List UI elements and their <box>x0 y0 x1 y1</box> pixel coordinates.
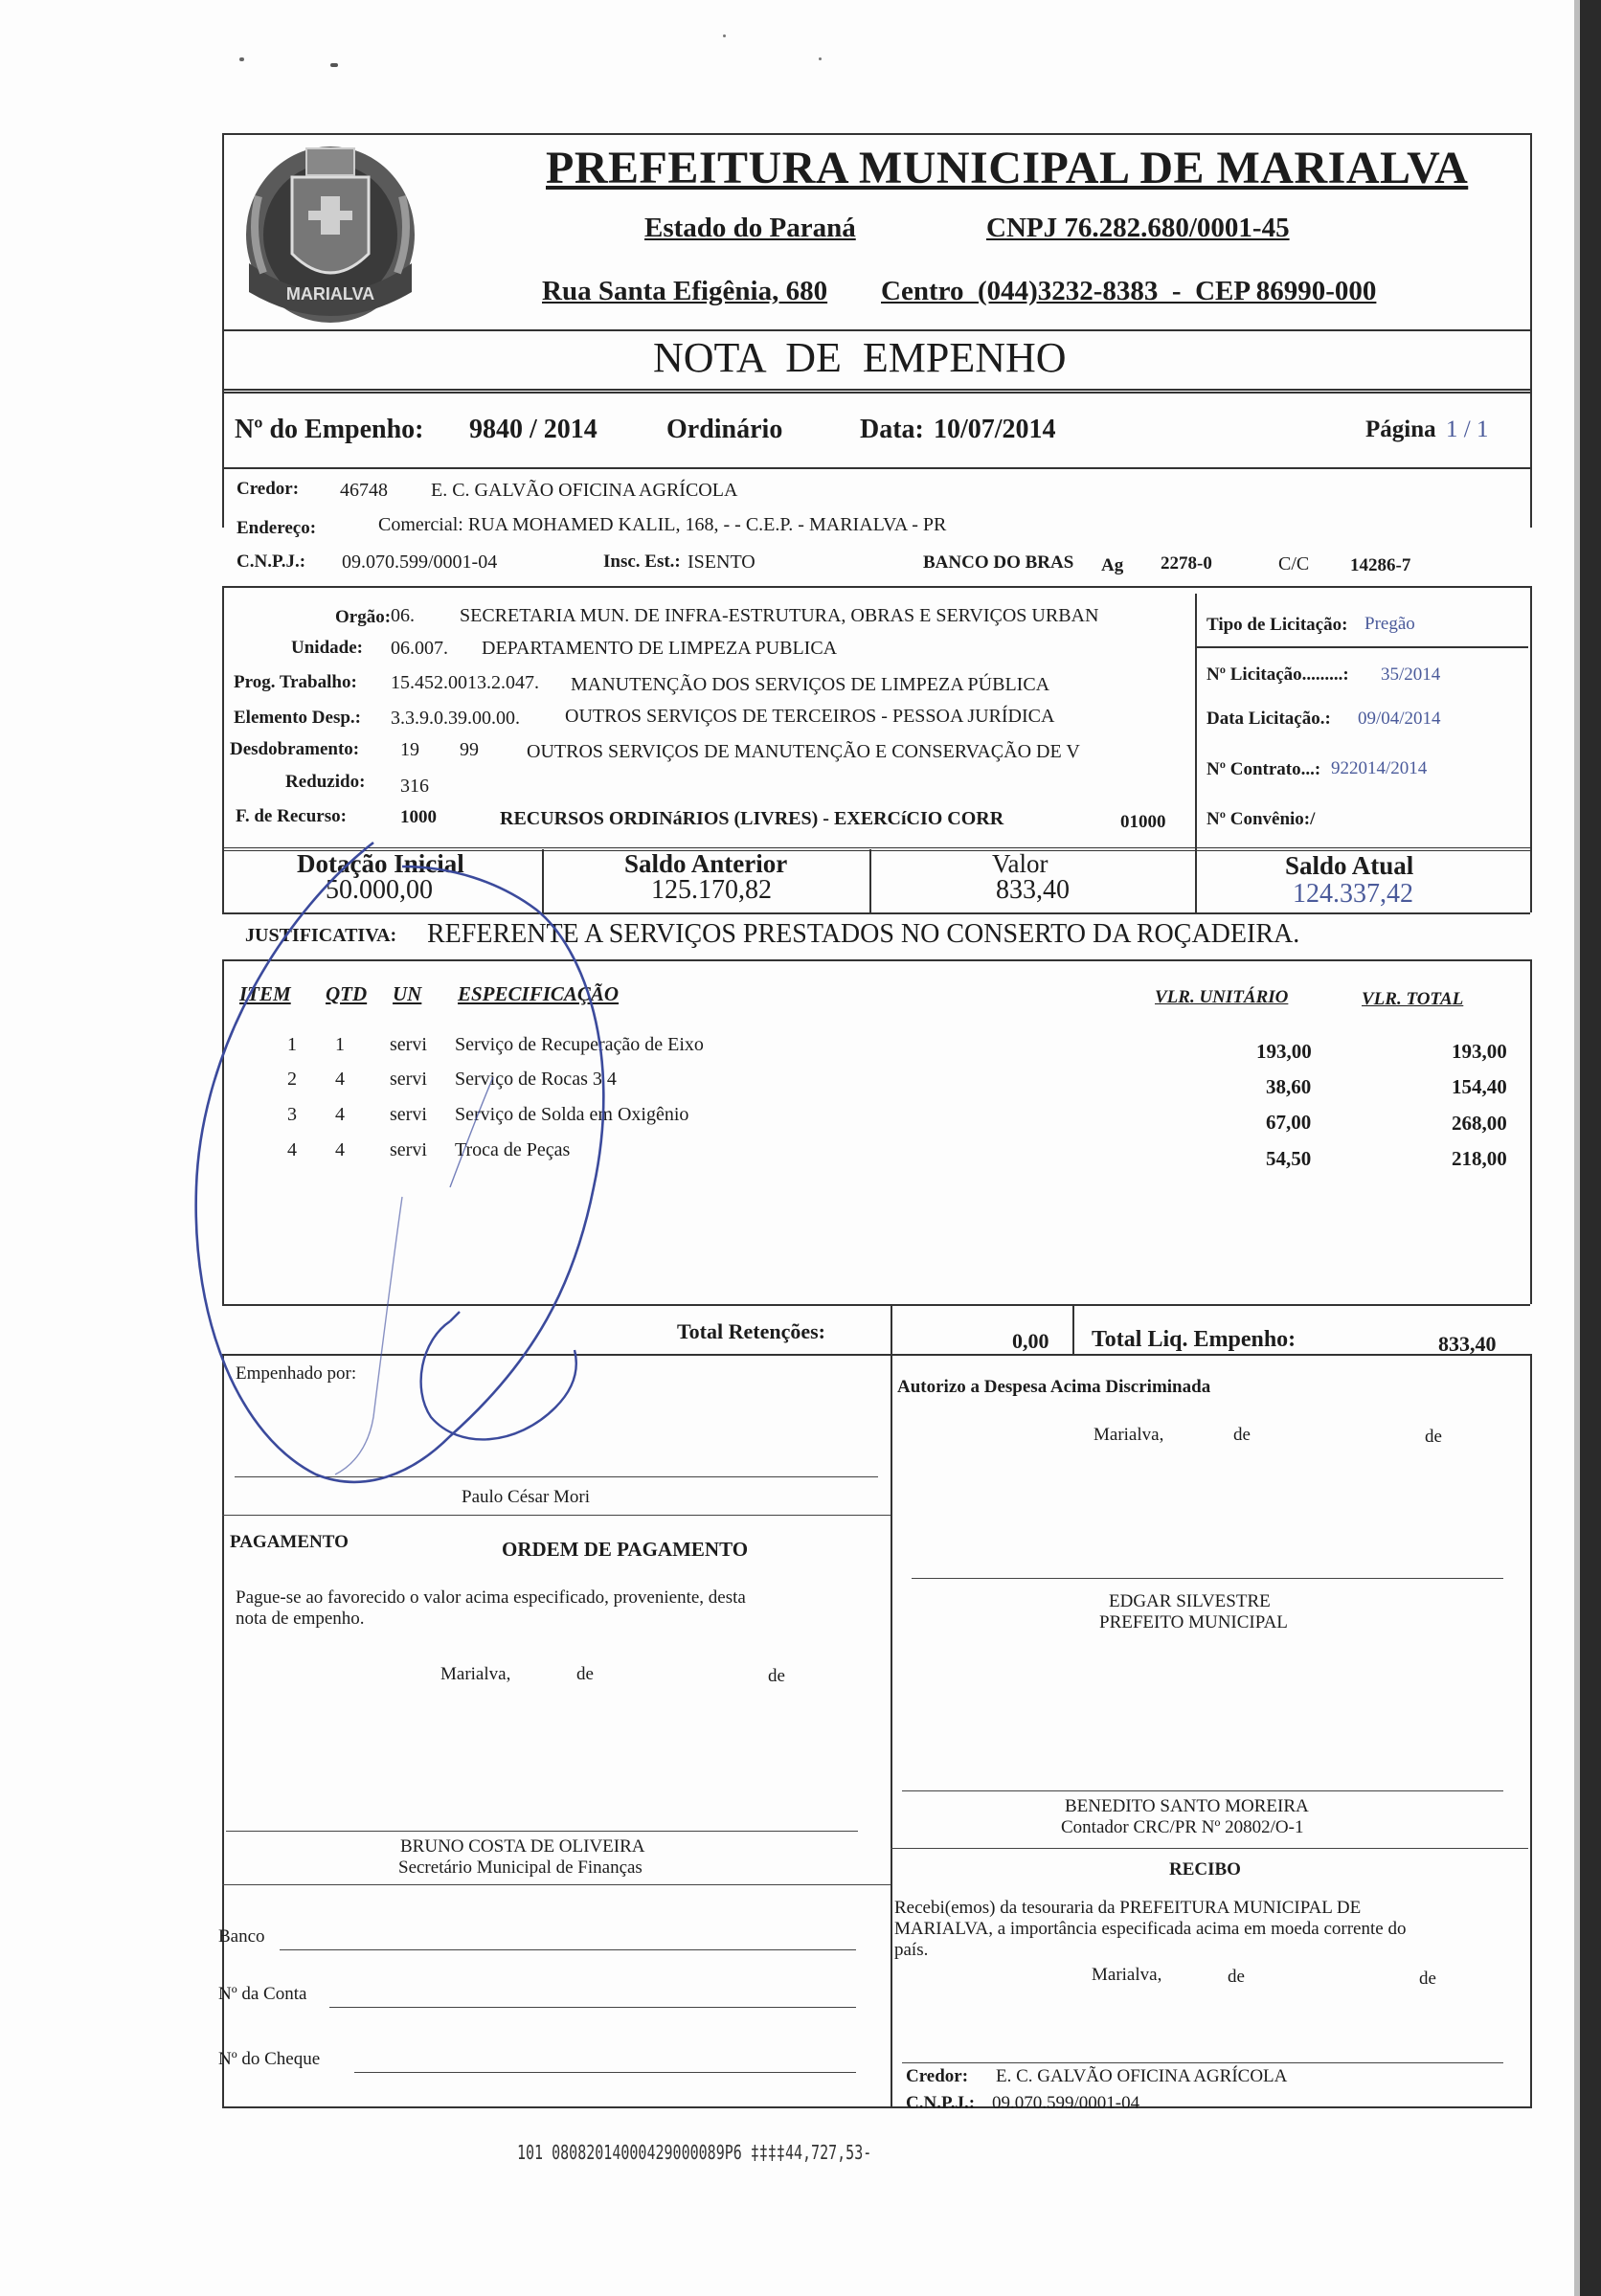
secretary-name: BRUNO COSTA DE OLIVEIRA <box>400 1836 645 1857</box>
resource-label: F. de Recurso: <box>236 806 347 826</box>
divider <box>869 849 871 912</box>
receipt-text-3: país. <box>894 1940 929 1960</box>
bid-type: Pregão <box>1364 614 1415 634</box>
withholdings-amount: 0,00 <box>1012 1329 1049 1353</box>
breakdown-code-b: 99 <box>460 739 479 760</box>
payment-text-2: nota de empenho. <box>236 1609 365 1629</box>
col-spec-header: ESPECIFICAÇÃO <box>458 982 620 1005</box>
state-registration-label: Insc. Est.: <box>603 551 681 572</box>
divider <box>891 1354 892 2106</box>
breakdown-name: OUTROS SERVIÇOS DE MANUTENÇÃO E CONSERVAÇÃO DE V <box>527 741 1080 762</box>
page-number: 1 / 1 <box>1446 416 1489 442</box>
address-label: Endereço: <box>237 518 317 538</box>
page-label: Página <box>1365 416 1436 442</box>
row-2-total: 154,40 <box>1452 1075 1507 1098</box>
receipt-cnpj-label: C.N.P.J.: <box>906 2093 976 2113</box>
agency-label: Ag <box>1101 555 1124 575</box>
municipality-contact: Centro (044)3232-8383 - CEP 86990-000 <box>881 276 1377 306</box>
row-1-qty: 1 <box>335 1034 345 1055</box>
element-code: 3.3.9.0.39.00.00. <box>391 708 520 729</box>
breakdown-label: Desdobramento: <box>230 739 360 759</box>
row-3-qty: 4 <box>335 1104 345 1125</box>
accountant-name: BENEDITO SANTO MOREIRA <box>1065 1796 1309 1816</box>
unit-name: DEPARTAMENTO DE LIMPEZA PUBLICA <box>482 638 838 659</box>
col-item-header: ITEM <box>239 982 291 1005</box>
agency-number: 2278-0 <box>1161 553 1212 574</box>
municipality-address: Rua Santa Efigênia, 680 <box>542 276 828 306</box>
col-unit-header: UN <box>393 982 422 1005</box>
resource-code-2: 01000 <box>1120 812 1166 832</box>
bid-number-label: Nº Licitação.........: <box>1206 664 1349 685</box>
payment-city-date: Marialva, <box>440 1664 511 1684</box>
bid-date-label: Data Licitação.: <box>1206 709 1331 729</box>
account-field-label: Nº da Conta <box>218 1984 307 2004</box>
seal-text: MARIALVA <box>285 284 375 304</box>
authentication-code: 101 08082014000429000089P6 ‡‡‡‡44,727,53- <box>517 2141 872 2164</box>
empenho-number: 9840 / 2014 <box>469 415 598 444</box>
unit-label: Unidade: <box>291 638 363 658</box>
accountant-title: Contador CRC/PR Nº 20802/O-1 <box>1061 1817 1304 1837</box>
row-4-total: 218,00 <box>1452 1147 1507 1170</box>
creditor-label: Credor: <box>237 479 300 499</box>
signature-line <box>226 1831 858 1832</box>
breakdown-code-a: 19 <box>400 739 419 760</box>
payment-order-title: ORDEM DE PAGAMENTO <box>502 1538 749 1561</box>
row-2-spec: Serviço de Rocas 3 4 <box>455 1069 617 1090</box>
creditor-cnpj: 09.070.599/0001-04 <box>342 551 498 573</box>
committed-by-label: Empenhado por: <box>236 1363 357 1384</box>
row-3-unit-price: 67,00 <box>1266 1111 1312 1134</box>
state-registration: ISENTO <box>688 551 755 573</box>
initial-allocation: 50.000,00 <box>326 875 433 905</box>
auth-city-date: Marialva, <box>1094 1425 1164 1445</box>
row-1-unit-price: 193,00 <box>1256 1040 1312 1063</box>
state-name: Estado do Paraná <box>644 213 856 243</box>
col-total-header: VLR. TOTAL <box>1362 989 1464 1009</box>
authorization-text: Autorizo a Despesa Acima Discriminada <box>897 1377 1211 1397</box>
initial-allocation-label: Dotação Inicial <box>297 849 464 878</box>
resource-name: RECURSOS ORDINáRIOS (LIVRES) - EXERCíCIO CORR <box>500 808 1004 829</box>
mayor-name: EDGAR SILVESTRE <box>1109 1591 1271 1611</box>
scan-edge <box>1580 0 1601 2296</box>
agreement-label: Nº Convênio:/ <box>1206 809 1316 829</box>
payment-label: PAGAMENTO <box>230 1532 349 1552</box>
creditor-name: E. C. GALVÃO OFICINA AGRÍCOLA <box>431 480 738 501</box>
payment-text-1: Pague-se ao favorecido o valor acima especificado, proveniente, desta <box>236 1587 746 1608</box>
divider <box>542 849 544 912</box>
divider <box>222 467 1530 469</box>
divider <box>1195 594 1197 850</box>
signature-line <box>912 1578 1503 1579</box>
items-frame <box>222 959 1532 1304</box>
divider <box>1195 849 1197 912</box>
signature-line <box>902 2062 1503 2063</box>
row-4-unit-price: 54,50 <box>1266 1147 1312 1170</box>
receipt-cnpj: 09.070.599/0001-04 <box>992 2093 1140 2113</box>
contract-label: Nº Contrato...: <box>1206 759 1321 779</box>
payment-de-2: de <box>768 1666 785 1686</box>
value-amount: 833,40 <box>996 875 1070 905</box>
creditor-address: Comercial: RUA MOHAMED KALIL, 168, - - C.E.P. - MARIALVA - PR <box>378 514 947 535</box>
bid-number: 35/2014 <box>1381 664 1441 685</box>
receipt-creditor-label: Credor: <box>906 2066 969 2086</box>
empenho-date-label: Data: <box>860 415 924 444</box>
program-label: Prog. Trabalho: <box>234 672 357 692</box>
divider <box>1072 1304 1074 1354</box>
divider <box>222 1304 1530 1306</box>
secretary-title: Secretário Municipal de Finanças <box>398 1857 643 1878</box>
account-field-line <box>329 2007 856 2008</box>
auth-de-1: de <box>1233 1425 1251 1445</box>
row-4-item: 4 <box>287 1139 297 1160</box>
net-total-amount: 833,40 <box>1438 1332 1497 1356</box>
previous-balance: 125.170,82 <box>651 875 772 905</box>
bank-name: BANCO DO BRAS <box>923 552 1074 573</box>
divider <box>222 1515 891 1516</box>
unit-code: 06.007. <box>391 638 448 659</box>
bank-field-line <box>280 1949 856 1950</box>
receipt-creditor: E. C. GALVÃO OFICINA AGRÍCOLA <box>996 2066 1288 2086</box>
row-1-item: 1 <box>287 1034 297 1055</box>
justification-text: REFERENTE A SERVIÇOS PRESTADOS NO CONSERTO DA ROÇADEIRA. <box>427 919 1300 949</box>
row-2-item: 2 <box>287 1069 297 1090</box>
row-3-total: 268,00 <box>1452 1112 1507 1135</box>
signature-line <box>235 1476 878 1477</box>
contract-number: 922014/2014 <box>1331 758 1428 778</box>
signature-frame <box>222 1354 1532 2108</box>
scan-speck <box>723 34 726 37</box>
account-label: C/C <box>1278 553 1310 574</box>
receipt-text-2: MARIALVA, a importância especificada acima em moeda corrente do <box>894 1919 1407 1939</box>
program-name: MANUTENÇÃO DOS SERVIÇOS DE LIMPEZA PÚBLICA <box>571 674 1050 695</box>
previous-balance-label: Saldo Anterior <box>624 849 788 878</box>
auth-de-2: de <box>1425 1427 1442 1447</box>
divider <box>222 1884 891 1885</box>
bid-type-label: Tipo de Licitação: <box>1206 615 1348 635</box>
organ-name: SECRETARIA MUN. DE INFRA-ESTRUTURA, OBRAS E SERVIÇOS URBAN <box>460 605 1099 626</box>
element-label: Elemento Desp.: <box>234 708 361 728</box>
reduced-label: Reduzido: <box>285 772 366 792</box>
net-total-label: Total Liq. Empenho: <box>1092 1327 1297 1352</box>
check-field-label: Nº do Cheque <box>218 2049 321 2069</box>
cnpj-label: C.N.P.J.: <box>237 551 306 572</box>
divider <box>1195 646 1528 648</box>
empenho-number-label: Nº do Empenho: <box>235 415 424 444</box>
row-4-unit: servi <box>390 1139 427 1160</box>
scan-speck <box>819 57 822 60</box>
row-1-total: 193,00 <box>1452 1040 1507 1063</box>
empenho-date: 10/07/2014 <box>934 415 1056 444</box>
row-3-unit: servi <box>390 1104 427 1125</box>
payment-de-1: de <box>576 1664 594 1684</box>
withholdings-label: Total Retenções: <box>677 1319 825 1343</box>
scan-speck <box>330 63 338 67</box>
creditor-code: 46748 <box>340 480 388 501</box>
scan-speck <box>239 57 244 61</box>
col-qty-header: QTD <box>326 982 368 1005</box>
row-4-spec: Troca de Peças <box>455 1139 571 1160</box>
element-name: OUTROS SERVIÇOS DE TERCEIROS - PESSOA JURÍDICA <box>565 706 1055 727</box>
bid-date: 09/04/2014 <box>1358 709 1441 729</box>
page-title: PREFEITURA MUNICIPAL DE MARIALVA <box>546 143 1469 193</box>
row-1-spec: Serviço de Recuperação de Eixo <box>455 1034 704 1055</box>
row-1-unit: servi <box>390 1034 427 1055</box>
municipality-cnpj: CNPJ 76.282.680/0001-45 <box>986 213 1290 243</box>
account-number: 14286-7 <box>1350 555 1411 575</box>
organ-label: Orgão: <box>335 607 392 627</box>
divider <box>891 1304 892 1354</box>
program-code: 15.452.0013.2.047. <box>391 672 539 693</box>
document-title: NOTA DE EMPENHO <box>653 334 1067 381</box>
row-2-unit-price: 38,60 <box>1266 1075 1312 1098</box>
justification-label: JUSTIFICATIVA: <box>245 925 397 946</box>
committed-by-name: Paulo César Mori <box>462 1487 591 1507</box>
divider <box>222 912 1530 914</box>
receipt-de-2: de <box>1419 1969 1436 1989</box>
reduced-code: 316 <box>400 776 429 797</box>
check-field-line <box>354 2072 856 2073</box>
row-3-item: 3 <box>287 1104 297 1125</box>
current-balance: 124.337,42 <box>1293 879 1413 909</box>
municipal-seal-icon <box>239 139 421 330</box>
mayor-title: PREFEITO MUNICIPAL <box>1099 1612 1288 1632</box>
organ-code: 06. <box>391 605 415 626</box>
row-3-spec: Serviço de Solda em Oxigênio <box>455 1104 689 1125</box>
row-2-qty: 4 <box>335 1069 345 1090</box>
receipt-title: RECIBO <box>1169 1859 1241 1880</box>
row-2-unit: servi <box>390 1069 427 1090</box>
value-label: Valor <box>992 849 1049 878</box>
receipt-de-1: de <box>1228 1967 1245 1987</box>
divider <box>891 1848 1528 1849</box>
col-unit-price-header: VLR. UNITÁRIO <box>1155 987 1289 1007</box>
receipt-text-1: Recebi(emos) da tesouraria da PREFEITURA MUNICIPAL DE <box>894 1898 1362 1918</box>
divider <box>222 389 1530 394</box>
bank-field-label: Banco <box>218 1926 265 1947</box>
row-4-qty: 4 <box>335 1139 345 1160</box>
empenho-type: Ordinário <box>666 415 783 444</box>
signature-line <box>902 1790 1503 1791</box>
current-balance-label: Saldo Atual <box>1285 851 1414 880</box>
resource-code: 1000 <box>400 807 437 827</box>
receipt-city-date: Marialva, <box>1092 1965 1162 1985</box>
